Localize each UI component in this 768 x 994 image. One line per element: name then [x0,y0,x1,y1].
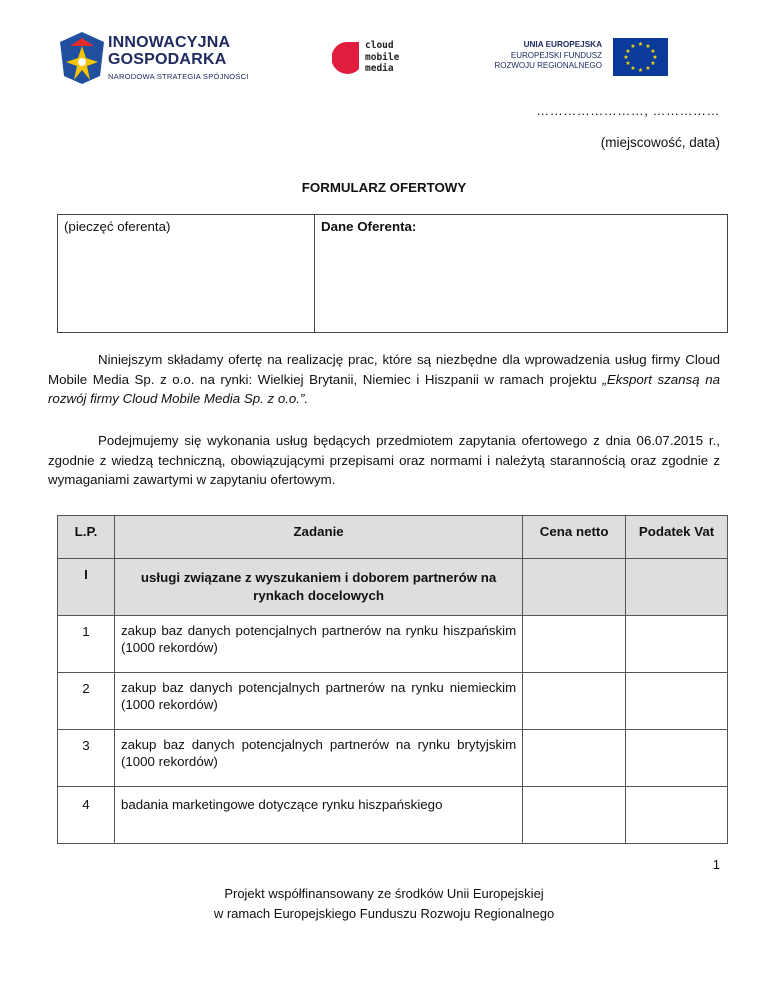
stamp-box[interactable] [57,214,315,333]
svg-text:★: ★ [652,54,658,61]
svg-text:★: ★ [625,48,631,55]
ig-logo-title: INNOWACYJNA GOSPODARKA [108,34,231,68]
svg-text:★: ★ [623,54,629,61]
row-lp: 3 [58,730,115,787]
eu-logo-text: UNIA EUROPEJSKA EUROPEJSKI FUNDUSZ ROZWOJU REGIONALNEGO [494,40,602,70]
stamp-label: (pieczęć oferenta) [64,219,171,234]
intro-paragraph [48,350,720,409]
row-price-input[interactable] [523,787,626,844]
svg-text:★: ★ [625,60,631,67]
header-lp: L.P. [58,516,115,559]
row-lp: 1 [58,616,115,673]
row-task: zakup baz danych potencjalnych partnerów na rynku brytyjskim (1000 rekordów) [114,730,522,787]
table-row [58,730,728,787]
row-price-input[interactable] [523,673,626,730]
svg-text:★: ★ [637,67,644,74]
row-lp: 4 [58,787,115,844]
ig-logo-subtitle: NARODOWA STRATEGIA SPÓJNOŚCI [108,72,249,81]
eu-logo [484,38,674,80]
svg-text:★: ★ [650,60,656,67]
ig-star-icon [60,32,104,84]
svg-text:★: ★ [630,65,636,72]
form-title: FORMULARZ OFERTOWY [301,180,467,195]
row-task: badania marketingowe dotyczące rynku hiszpańskiego [114,787,522,844]
svg-text:★: ★ [645,65,651,72]
svg-text:★: ★ [630,43,636,50]
table-row [58,787,728,844]
footer-line-1: Projekt współfinansowany ze środków Unii Europejskiej [224,886,544,901]
row-vat-input[interactable] [626,616,728,673]
place-date-dots: ……………………, …………… [536,103,720,118]
row-vat-input[interactable] [626,673,728,730]
row-task: zakup baz danych potencjalnych partnerów na rynku niemieckim (1000 rekordów) [114,673,522,730]
header-task: Zadanie [114,516,522,559]
svg-text:★: ★ [637,41,644,48]
table-row [58,616,728,673]
project-name: „Eksport szansą na rozwój firmy Cloud Mobile Media Sp. z o.o.”. [48,371,720,406]
row-vat-input[interactable] [626,730,728,787]
footer-note [0,884,768,924]
footer-line-2: w ramach Europejskiego Funduszu Rozwoju Regionalnego [213,906,555,921]
table-header-row [58,516,728,559]
section-vat-cell [626,559,728,616]
commitment-text: Podejmujemy się wykonania usług będących przedmiotem zapytania ofertowego z dnia 06.07.2015 r., zgodnie z wiedzą techniczną, obowiązującymi przepisami oraz normami i należytą starannością oraz zgodnie z wymaganiami zawartymi w zapytaniu ofertowym. [48,433,720,487]
header-price: Cena netto [523,516,626,559]
table-row [58,673,728,730]
intro-text: Niniejszym składamy ofertę na realizację prac, które są niezbędne dla wprowadzenia usług firmy Cloud Mobile Media Sp. z o.o. na rynki: Wielkiej Brytanii, Niemiec i Hiszpanii w ramach projektu [48,352,720,387]
offer-table [57,515,728,844]
row-price-input[interactable] [523,616,626,673]
section-row [58,559,728,616]
section-task: usługi związane z wyszukaniem i doborem partnerów na rynkach docelowych [114,559,522,616]
cmm-circle-icon [332,42,359,75]
section-price-cell [523,559,626,616]
commitment-paragraph [48,431,720,490]
row-price-input[interactable] [523,730,626,787]
innowacyjna-gospodarka-logo [60,30,260,86]
section-lp: I [58,559,115,616]
cmm-logo-text: cloud mobile media [365,40,400,74]
row-vat-input[interactable] [626,787,728,844]
place-date-label: (miejscowość, data) [600,135,720,150]
row-lp: 2 [58,673,115,730]
row-task: zakup baz danych potencjalnych partnerów na rynku hiszpańskim (1000 rekordów) [114,616,522,673]
bidder-label: Dane Oferenta: [321,219,417,234]
eu-flag-icon [613,38,668,76]
header-vat: Podatek Vat [626,516,728,559]
svg-text:★: ★ [645,43,651,50]
page-number: 1 [712,857,720,872]
cloud-mobile-media-logo [332,40,422,82]
svg-text:★: ★ [650,48,656,55]
bidder-box[interactable] [314,214,728,333]
